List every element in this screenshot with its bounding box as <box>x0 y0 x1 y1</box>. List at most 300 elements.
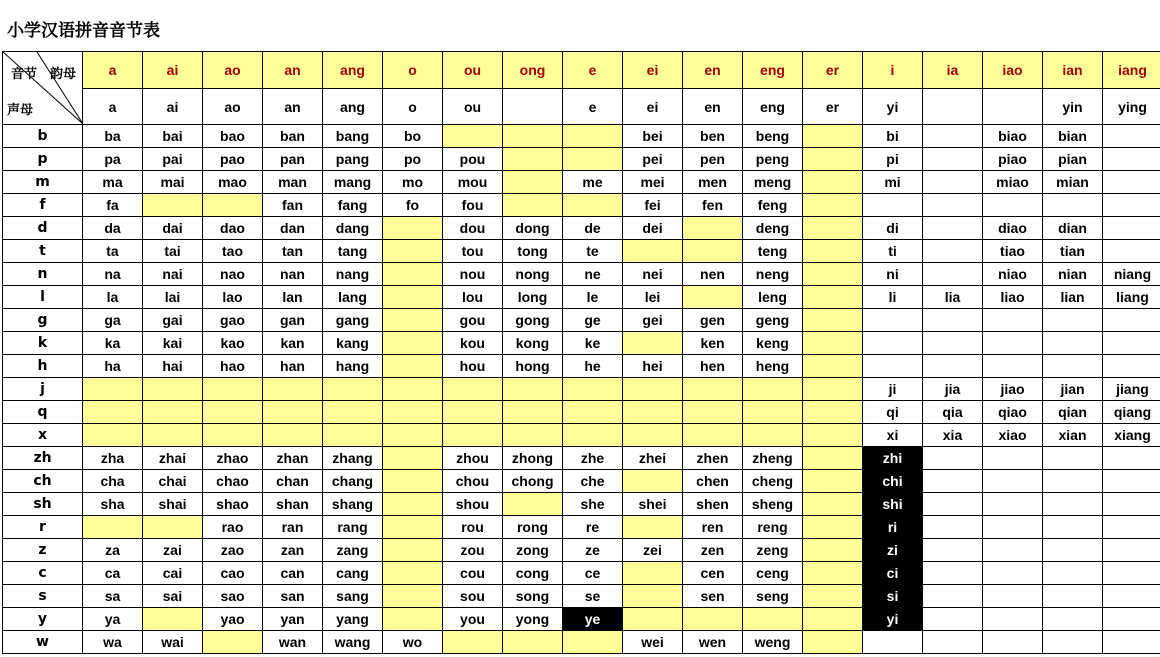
syllable-cell <box>1103 125 1160 148</box>
table-row <box>3 447 1160 470</box>
syllable-cell <box>803 608 863 631</box>
syllable-cell <box>683 240 743 263</box>
syllable-cell: ba <box>83 125 143 148</box>
syllable-cell <box>803 585 863 608</box>
standalone-syllable: en <box>683 89 743 125</box>
syllable-cell <box>503 424 563 447</box>
syllable-cell: hou <box>443 355 503 378</box>
syllable-cell <box>143 194 203 217</box>
syllable-cell: mian <box>1043 171 1103 194</box>
standalone-syllable: ei <box>623 89 683 125</box>
syllable-cell <box>983 493 1043 516</box>
corner-initial-label: 声母 <box>7 102 34 117</box>
syllable-cell: niao <box>983 263 1043 286</box>
syllable-cell: pan <box>263 148 323 171</box>
syllable-cell: mai <box>143 171 203 194</box>
syllable-cell: ne <box>563 263 623 286</box>
syllable-cell <box>923 447 983 470</box>
initial-w: w <box>3 631 83 654</box>
syllable-cell <box>983 194 1043 217</box>
syllable-cell <box>803 263 863 286</box>
syllable-cell <box>1043 332 1103 355</box>
syllable-cell <box>863 631 923 654</box>
syllable-cell: fen <box>683 194 743 217</box>
syllable-cell: hai <box>143 355 203 378</box>
syllable-cell <box>1103 217 1160 240</box>
syllable-cell <box>1043 447 1103 470</box>
syllable-cell: shan <box>263 493 323 516</box>
table-row <box>3 263 1160 286</box>
syllable-cell: piao <box>983 148 1043 171</box>
syllable-cell: si <box>863 585 923 608</box>
syllable-cell <box>203 194 263 217</box>
syllable-cell: tang <box>323 240 383 263</box>
syllable-cell <box>683 286 743 309</box>
syllable-cell: sa <box>83 585 143 608</box>
syllable-cell: can <box>263 562 323 585</box>
syllable-cell: nan <box>263 263 323 286</box>
syllable-cell: you <box>443 608 503 631</box>
syllable-cell: kan <box>263 332 323 355</box>
syllable-cell <box>683 378 743 401</box>
syllable-cell: chan <box>263 470 323 493</box>
syllable-cell: gong <box>503 309 563 332</box>
syllable-cell: qi <box>863 401 923 424</box>
syllable-cell <box>383 608 443 631</box>
final-header-an: an <box>263 52 323 89</box>
standalone-syllable: yi <box>863 89 923 125</box>
syllable-cell: miao <box>983 171 1043 194</box>
syllable-cell: hen <box>683 355 743 378</box>
table-row <box>3 631 1160 654</box>
syllable-cell: pai <box>143 148 203 171</box>
final-header-ong: ong <box>503 52 563 89</box>
syllable-cell: gei <box>623 309 683 332</box>
syllable-cell: rang <box>323 516 383 539</box>
syllable-cell: dan <box>263 217 323 240</box>
table-row <box>3 378 1160 401</box>
syllable-cell: yi <box>863 608 923 631</box>
syllable-cell: shang <box>323 493 383 516</box>
syllable-cell <box>923 585 983 608</box>
syllable-cell: ren <box>683 516 743 539</box>
syllable-cell: tong <box>503 240 563 263</box>
syllable-cell <box>143 401 203 424</box>
initial-z: z <box>3 539 83 562</box>
syllable-cell: dou <box>443 217 503 240</box>
syllable-cell <box>803 309 863 332</box>
syllable-cell: bei <box>623 125 683 148</box>
syllable-cell: she <box>563 493 623 516</box>
syllable-cell <box>1103 539 1160 562</box>
syllable-cell: kao <box>203 332 263 355</box>
standalone-syllable: ou <box>443 89 503 125</box>
syllable-cell: peng <box>743 148 803 171</box>
standalone-syllable: eng <box>743 89 803 125</box>
syllable-cell <box>383 401 443 424</box>
syllable-cell <box>323 401 383 424</box>
syllable-cell <box>863 355 923 378</box>
syllable-cell: me <box>563 171 623 194</box>
syllable-cell <box>1043 516 1103 539</box>
syllable-cell <box>923 470 983 493</box>
syllable-cell <box>503 194 563 217</box>
syllable-cell: qiang <box>1103 401 1160 424</box>
syllable-cell <box>803 240 863 263</box>
syllable-cell: yong <box>503 608 563 631</box>
syllable-cell: gang <box>323 309 383 332</box>
syllable-cell: man <box>263 171 323 194</box>
syllable-cell <box>1043 194 1103 217</box>
final-header-ia: ia <box>923 52 983 89</box>
syllable-cell: ta <box>83 240 143 263</box>
syllable-cell: zhe <box>563 447 623 470</box>
syllable-cell <box>923 608 983 631</box>
syllable-cell: gan <box>263 309 323 332</box>
syllable-cell: san <box>263 585 323 608</box>
syllable-cell: fei <box>623 194 683 217</box>
syllable-cell <box>383 562 443 585</box>
syllable-cell: bi <box>863 125 923 148</box>
syllable-cell: fo <box>383 194 443 217</box>
syllable-cell: la <box>83 286 143 309</box>
syllable-cell: bang <box>323 125 383 148</box>
standalone-syllable: a <box>83 89 143 125</box>
syllable-cell: wei <box>623 631 683 654</box>
syllable-cell: shei <box>623 493 683 516</box>
syllable-cell <box>1103 148 1160 171</box>
syllable-cell: zao <box>203 539 263 562</box>
syllable-cell: meng <box>743 171 803 194</box>
table-row <box>3 539 1160 562</box>
syllable-cell: fang <box>323 194 383 217</box>
syllable-cell <box>563 401 623 424</box>
initial-y: y <box>3 608 83 631</box>
syllable-cell: bai <box>143 125 203 148</box>
syllable-cell: hong <box>503 355 563 378</box>
syllable-cell: jia <box>923 378 983 401</box>
syllable-cell: song <box>503 585 563 608</box>
syllable-cell: sen <box>683 585 743 608</box>
syllable-cell <box>443 125 503 148</box>
table-row <box>3 355 1160 378</box>
syllable-cell: gao <box>203 309 263 332</box>
syllable-cell <box>1103 171 1160 194</box>
syllable-cell <box>923 148 983 171</box>
syllable-cell <box>563 631 623 654</box>
syllable-cell <box>803 286 863 309</box>
syllable-cell <box>83 424 143 447</box>
syllable-cell: nen <box>683 263 743 286</box>
syllable-cell <box>503 631 563 654</box>
table-row <box>3 470 1160 493</box>
corner-final-label: 韵母 <box>50 66 77 81</box>
syllable-cell <box>803 424 863 447</box>
initial-q: q <box>3 401 83 424</box>
table-row <box>3 608 1160 631</box>
syllable-cell <box>923 171 983 194</box>
syllable-cell: cen <box>683 562 743 585</box>
syllable-cell: tai <box>143 240 203 263</box>
syllable-cell <box>203 631 263 654</box>
syllable-cell <box>683 217 743 240</box>
corner-syllable-label: 音节 <box>11 66 38 81</box>
syllable-cell: qia <box>923 401 983 424</box>
syllable-cell: tian <box>1043 240 1103 263</box>
final-header-i: i <box>863 52 923 89</box>
syllable-cell: zong <box>503 539 563 562</box>
syllable-cell <box>803 631 863 654</box>
syllable-cell: zhi <box>863 447 923 470</box>
syllable-cell: chao <box>203 470 263 493</box>
syllable-cell: lang <box>323 286 383 309</box>
syllable-cell <box>923 539 983 562</box>
syllable-cell: xiang <box>1103 424 1160 447</box>
page-title: 小学汉语拼音音节表 <box>7 21 160 40</box>
syllable-cell: cha <box>83 470 143 493</box>
syllable-cell: gai <box>143 309 203 332</box>
syllable-cell <box>863 332 923 355</box>
syllable-cell: zhei <box>623 447 683 470</box>
syllable-cell: nao <box>203 263 263 286</box>
syllable-cell: lao <box>203 286 263 309</box>
syllable-cell <box>1043 309 1103 332</box>
syllable-cell <box>83 516 143 539</box>
syllable-cell <box>1043 562 1103 585</box>
syllable-cell: beng <box>743 125 803 148</box>
final-header-ian: ian <box>1043 52 1103 89</box>
syllable-cell <box>743 424 803 447</box>
syllable-cell: dao <box>203 217 263 240</box>
standalone-syllable: yin <box>1043 89 1103 125</box>
syllable-cell <box>1043 539 1103 562</box>
syllable-cell <box>383 332 443 355</box>
table-row <box>3 125 1160 148</box>
syllable-cell <box>503 171 563 194</box>
syllable-cell: dian <box>1043 217 1103 240</box>
syllable-cell: heng <box>743 355 803 378</box>
syllable-cell: hang <box>323 355 383 378</box>
syllable-cell <box>623 562 683 585</box>
syllable-cell: cheng <box>743 470 803 493</box>
syllable-cell: zhao <box>203 447 263 470</box>
initial-k: k <box>3 332 83 355</box>
syllable-cell <box>983 631 1043 654</box>
syllable-cell: feng <box>743 194 803 217</box>
syllable-cell: sang <box>323 585 383 608</box>
syllable-cell: re <box>563 516 623 539</box>
syllable-cell <box>1103 447 1160 470</box>
final-header-e: e <box>563 52 623 89</box>
syllable-table <box>2 51 1160 654</box>
syllable-cell: qian <box>1043 401 1103 424</box>
syllable-cell: chong <box>503 470 563 493</box>
syllable-cell <box>623 378 683 401</box>
initial-d: d <box>3 217 83 240</box>
syllable-cell: bian <box>1043 125 1103 148</box>
syllable-cell <box>203 378 263 401</box>
syllable-cell: zhen <box>683 447 743 470</box>
syllable-cell <box>983 585 1043 608</box>
syllable-cell: tan <box>263 240 323 263</box>
syllable-cell: hei <box>623 355 683 378</box>
table-row <box>3 148 1160 171</box>
syllable-cell <box>803 447 863 470</box>
syllable-cell: fan <box>263 194 323 217</box>
syllable-cell: geng <box>743 309 803 332</box>
syllable-cell: nei <box>623 263 683 286</box>
syllable-cell: neng <box>743 263 803 286</box>
syllable-cell: dai <box>143 217 203 240</box>
syllable-cell <box>383 378 443 401</box>
syllable-cell <box>983 309 1043 332</box>
syllable-cell <box>1103 309 1160 332</box>
syllable-cell <box>443 378 503 401</box>
syllable-cell: mi <box>863 171 923 194</box>
syllable-cell: bao <box>203 125 263 148</box>
syllable-cell <box>923 332 983 355</box>
syllable-cell <box>923 240 983 263</box>
syllable-cell: cou <box>443 562 503 585</box>
syllable-cell <box>803 516 863 539</box>
syllable-cell: keng <box>743 332 803 355</box>
syllable-cell: ya <box>83 608 143 631</box>
syllable-cell: ke <box>563 332 623 355</box>
syllable-cell: ce <box>563 562 623 585</box>
syllable-cell: liao <box>983 286 1043 309</box>
syllable-cell: ci <box>863 562 923 585</box>
syllable-cell: cao <box>203 562 263 585</box>
syllable-cell: cai <box>143 562 203 585</box>
standalone-syllable <box>983 89 1043 125</box>
initial-b: b <box>3 125 83 148</box>
syllable-cell <box>803 332 863 355</box>
syllable-cell: pian <box>1043 148 1103 171</box>
syllable-cell: ge <box>563 309 623 332</box>
syllable-cell: hao <box>203 355 263 378</box>
syllable-cell <box>983 355 1043 378</box>
syllable-cell: wen <box>683 631 743 654</box>
syllable-cell: yang <box>323 608 383 631</box>
final-header-iang: iang <box>1103 52 1160 89</box>
final-header-en: en <box>683 52 743 89</box>
standalone-syllable: ang <box>323 89 383 125</box>
syllable-cell <box>923 355 983 378</box>
syllable-cell: da <box>83 217 143 240</box>
syllable-cell <box>443 631 503 654</box>
final-header-ao: ao <box>203 52 263 89</box>
syllable-cell: po <box>383 148 443 171</box>
syllable-cell: cang <box>323 562 383 585</box>
syllable-cell: yao <box>203 608 263 631</box>
syllable-cell: ha <box>83 355 143 378</box>
syllable-cell <box>443 424 503 447</box>
syllable-cell: mei <box>623 171 683 194</box>
syllable-cell: tiao <box>983 240 1043 263</box>
syllable-cell <box>383 240 443 263</box>
syllable-cell: teng <box>743 240 803 263</box>
syllable-cell <box>983 608 1043 631</box>
initial-f: f <box>3 194 83 217</box>
syllable-cell <box>983 516 1043 539</box>
standalone-syllable <box>503 89 563 125</box>
syllable-cell: shen <box>683 493 743 516</box>
syllable-cell: wa <box>83 631 143 654</box>
syllable-cell: lai <box>143 286 203 309</box>
syllable-cell <box>1043 470 1103 493</box>
syllable-cell <box>623 516 683 539</box>
syllable-cell <box>383 470 443 493</box>
syllable-cell: mou <box>443 171 503 194</box>
syllable-cell <box>623 332 683 355</box>
syllable-cell <box>803 355 863 378</box>
syllable-cell: rong <box>503 516 563 539</box>
syllable-cell <box>1103 332 1160 355</box>
syllable-cell <box>1103 240 1160 263</box>
table-row <box>3 424 1160 447</box>
syllable-cell: che <box>563 470 623 493</box>
syllable-cell: mo <box>383 171 443 194</box>
initial-sh: sh <box>3 493 83 516</box>
syllable-cell <box>1103 516 1160 539</box>
syllable-cell <box>1103 631 1160 654</box>
syllable-cell: diao <box>983 217 1043 240</box>
syllable-cell <box>743 378 803 401</box>
syllable-cell <box>803 401 863 424</box>
syllable-cell: zhou <box>443 447 503 470</box>
syllable-cell: nang <box>323 263 383 286</box>
table-row <box>3 562 1160 585</box>
syllable-cell: seng <box>743 585 803 608</box>
syllable-cell: na <box>83 263 143 286</box>
syllable-cell: lou <box>443 286 503 309</box>
syllable-cell: biao <box>983 125 1043 148</box>
syllable-cell: sou <box>443 585 503 608</box>
syllable-cell: pang <box>323 148 383 171</box>
syllable-cell: sheng <box>743 493 803 516</box>
table-row <box>3 332 1160 355</box>
syllable-cell: ceng <box>743 562 803 585</box>
syllable-cell: bo <box>383 125 443 148</box>
syllable-cell <box>923 493 983 516</box>
syllable-cell <box>83 378 143 401</box>
syllable-cell: zhai <box>143 447 203 470</box>
syllable-cell: nai <box>143 263 203 286</box>
syllable-cell <box>1103 194 1160 217</box>
syllable-cell: niang <box>1103 263 1160 286</box>
syllable-cell: nong <box>503 263 563 286</box>
initial-x: x <box>3 424 83 447</box>
syllable-cell <box>623 608 683 631</box>
initial-c: c <box>3 562 83 585</box>
table-row <box>3 217 1160 240</box>
syllable-cell: qiao <box>983 401 1043 424</box>
syllable-cell: long <box>503 286 563 309</box>
syllable-cell: shao <box>203 493 263 516</box>
syllable-cell <box>863 309 923 332</box>
syllable-cell <box>923 194 983 217</box>
syllable-cell: pei <box>623 148 683 171</box>
syllable-cell: ze <box>563 539 623 562</box>
standalone-syllable: o <box>383 89 443 125</box>
syllable-cell <box>623 424 683 447</box>
final-header-a: a <box>83 52 143 89</box>
initial-t: t <box>3 240 83 263</box>
syllable-cell: lian <box>1043 286 1103 309</box>
syllable-cell: ken <box>683 332 743 355</box>
initial-ch: ch <box>3 470 83 493</box>
syllable-cell <box>263 378 323 401</box>
